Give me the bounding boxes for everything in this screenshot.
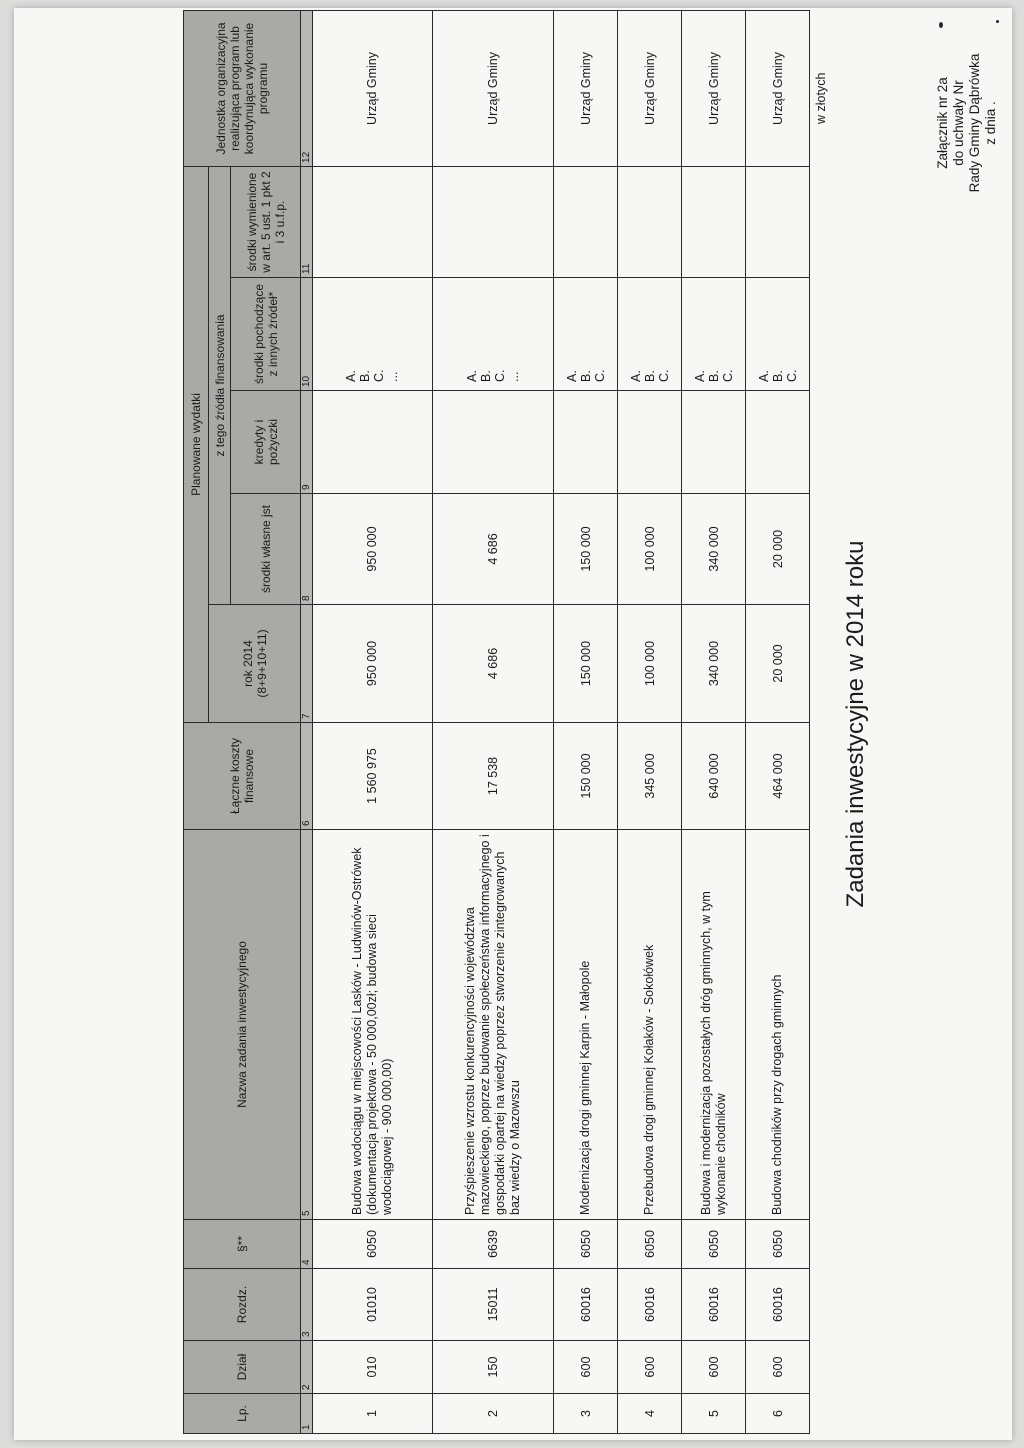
column-number: 11 [301,166,313,277]
header-planowane-wydatki: Planowane wydatki [184,166,209,722]
source-a: A. [628,370,643,382]
cell-kredyty [554,391,618,494]
column-number-row [301,10,313,1433]
cell-paragraph: 6050 [618,1220,682,1269]
source-b: B. [578,370,593,382]
cell-dzial: 010 [313,1341,433,1394]
source-c: C. [656,369,671,382]
cell-paragraph: 6639 [432,1220,554,1269]
cell-art5 [554,166,618,277]
cell-laczne: 640 000 [682,723,746,830]
source-a: A. [756,370,771,382]
cell-lp: 4 [618,1394,682,1434]
cell-dzial: 600 [682,1341,746,1394]
table-row [746,10,810,1433]
header-srodki-wlasne: środki własne jst [231,494,301,605]
column-number: 6 [301,723,313,830]
cell-nazwa: Modernizacja drogi gminnej Karpin - Małopole [554,830,618,1220]
cell-jednostka: Urząd Gminy [682,10,746,166]
cell-wlasne: 20 000 [746,494,810,605]
cell-paragraph: 6050 [682,1220,746,1269]
cell-lp: 2 [432,1394,554,1434]
cell-rok: 100 000 [618,605,682,723]
source-c: C. [592,369,607,382]
column-number: 2 [301,1341,313,1394]
cell-jednostka: Urząd Gminy [313,10,433,166]
column-number: 10 [301,278,313,391]
source-b: B. [358,370,373,382]
column-number: 7 [301,605,313,723]
cell-art5 [746,166,810,277]
source-b: B. [770,370,785,382]
source-a: A. [564,370,579,382]
cell-kredyty [682,391,746,494]
cell-nazwa: Budowa wodociągu w miejscowości Lasków - Ludwinów-Ostrówek (dokumentacja projektowa - 50 000,00zł; budowa sieci wodociągowej - 900 000,00) [313,830,433,1220]
cell-jednostka: Urząd Gminy [554,10,618,166]
cell-nazwa: Budowa i modernizacja pozostałych dróg gminnych, w tym wykonanie chodników [682,830,746,1220]
cell-art5 [618,166,682,277]
cell-laczne: 150 000 [554,723,618,830]
source-more: ... [506,371,521,382]
header-srodki-art5: środki wymienione w art. 5 ust. 1 pkt 2 i 3 u.f.p. [231,166,301,277]
cell-nazwa: Przebudowa drogi gminnej Kołaków - Sokołówek [618,830,682,1220]
cell-lp: 6 [746,1394,810,1434]
cell-kredyty [618,391,682,494]
cell-lp: 1 [313,1394,433,1434]
cell-inne [618,278,682,391]
cell-laczne: 464 000 [746,723,810,830]
header-rok-formula: (8+9+10+11) [254,629,269,698]
annex-line: z dnia . [983,101,998,145]
cell-art5 [682,166,746,277]
cell-lp: 3 [554,1394,618,1434]
annex-line: do uchwały Nr [951,80,966,166]
header-jednostka: Jednostka organizacyjna realizująca program lub koordynująca wykonanie programu [184,10,301,166]
source-b: B. [642,370,657,382]
cell-paragraph: 6050 [746,1220,810,1269]
cell-rozdz: 60016 [554,1269,618,1341]
cell-wlasne: 100 000 [618,494,682,605]
table-row [682,10,746,1433]
header-nazwa: Nazwa zadania inwestycyjnego [184,830,301,1220]
column-number: 12 [301,10,313,166]
cell-kredyty [432,391,554,494]
table-row [554,10,618,1433]
cell-rozdz: 60016 [682,1269,746,1341]
source-more: ... [386,371,401,382]
cell-rozdz: 01010 [313,1269,433,1341]
cell-wlasne: 150 000 [554,494,618,605]
cell-rok: 950 000 [313,605,433,723]
cell-jednostka: Urząd Gminy [618,10,682,166]
cell-inne [746,278,810,391]
source-a: A. [344,370,359,382]
source-b: B. [478,370,493,382]
column-number: 4 [301,1220,313,1269]
source-b: B. [706,370,721,382]
cell-paragraph: 6050 [554,1220,618,1269]
cell-rozdz: 60016 [746,1269,810,1341]
cell-lp: 5 [682,1394,746,1434]
header-rok-label: rok 2014 [240,640,255,687]
cell-dzial: 600 [618,1341,682,1394]
header-z-tego: z tego źródła finansowania [209,166,231,604]
column-number: 3 [301,1269,313,1341]
cell-paragraph: 6050 [313,1220,433,1269]
source-c: C. [784,369,799,382]
cell-jednostka: Urząd Gminy [432,10,554,166]
annex-note [935,33,999,213]
column-number: 5 [301,830,313,1220]
column-number: 9 [301,391,313,494]
header-paragraph: §** [184,1220,301,1269]
cell-wlasne: 4 686 [432,494,554,605]
page-title: Zadania inwestycyjne w 2014 roku [842,540,869,908]
table-row [313,10,433,1433]
cell-rozdz: 15011 [432,1269,554,1341]
annex-line: Rady Gminy Dąbrówka [967,53,982,193]
column-number: 1 [301,1394,313,1434]
currency-unit: w złotych [814,72,828,124]
source-a: A. [464,370,479,382]
annex-line: Załącznik nr 2a [935,77,950,169]
cell-dzial: 150 [432,1341,554,1394]
cell-wlasne: 340 000 [682,494,746,605]
column-number: 8 [301,494,313,605]
header-dzial: Dział [184,1341,301,1394]
cell-dzial: 600 [554,1341,618,1394]
cell-kredyty [746,391,810,494]
source-a: A. [692,370,707,382]
header-srodki-inne: środki pochodzące z innych źródeł* [231,278,301,391]
cell-wlasne: 950 000 [313,494,433,605]
cell-rok: 20 000 [746,605,810,723]
cell-rok: 340 000 [682,605,746,723]
source-c: C. [720,369,735,382]
header-rozdz: Rozdz. [184,1269,301,1341]
source-c: C. [492,369,507,382]
cell-inne [554,278,618,391]
header-laczne-koszty: Łączne koszty finansowe [184,723,301,830]
cell-nazwa: Przyśpieszenie wzrostu konkurencyjności województwa mazowieckiego, poprzez budowanie społeczeństwa informacyjnego i gospodarki opartej na wiedzy poprzez stworzenie zintegrowanych baz wiedzy o Mazowszu [432,830,554,1220]
cell-jednostka: Urząd Gminy [746,10,810,166]
cell-rok: 150 000 [554,605,618,723]
cell-art5 [432,166,554,277]
header-kredyty: kredyty i pożyczki [231,391,301,494]
cell-inne [432,278,554,391]
table-row [618,10,682,1433]
cell-art5 [313,166,433,277]
cell-laczne: 345 000 [618,723,682,830]
header-rok-2014 [209,605,301,723]
cell-inne [682,278,746,391]
cell-laczne: 1 560 975 [313,723,433,830]
cell-laczne: 17 538 [432,723,554,830]
table-row [432,10,554,1433]
source-c: C. [372,369,387,382]
cell-kredyty [313,391,433,494]
cell-rozdz: 60016 [618,1269,682,1341]
cell-nazwa: Budowa chodników przy drogach gminnych [746,830,810,1220]
cell-inne [313,278,433,391]
cell-rok: 4 686 [432,605,554,723]
header-lp: Lp. [184,1394,301,1434]
investment-table [183,10,810,1434]
cell-dzial: 600 [746,1341,810,1394]
